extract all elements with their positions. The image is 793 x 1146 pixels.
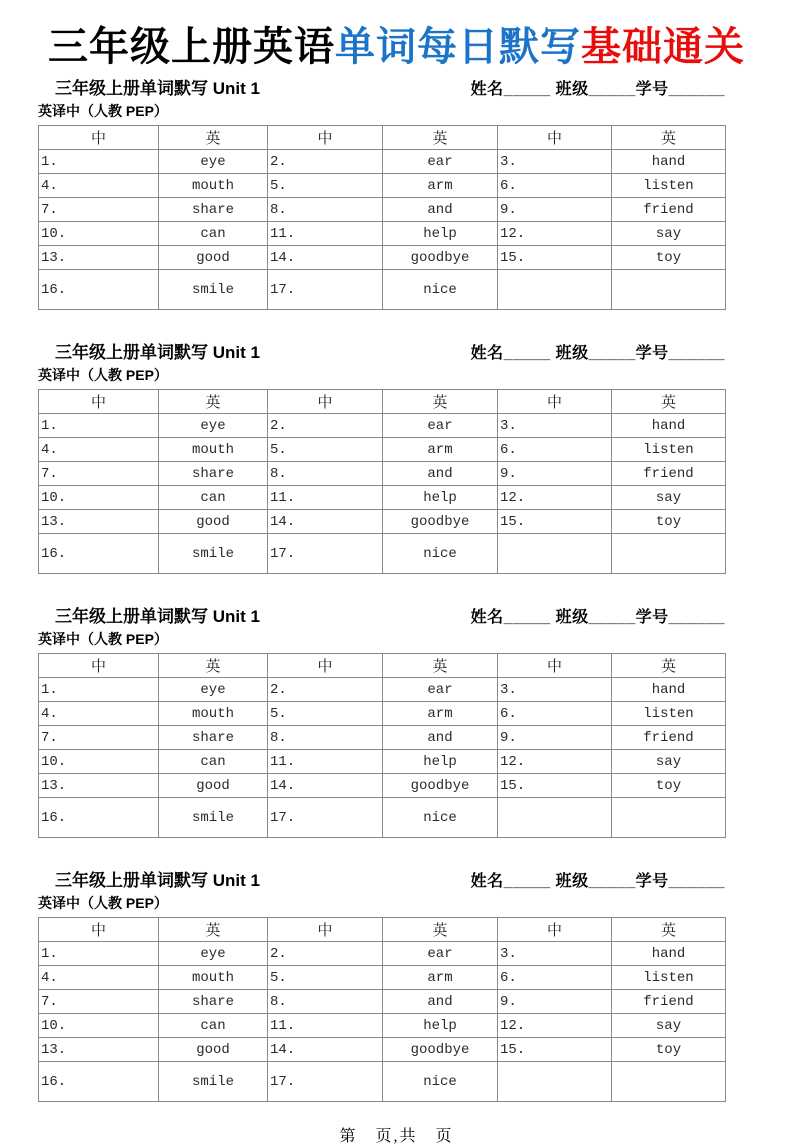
student-info-blanks: 姓名_____ 班级_____学号______ bbox=[470, 873, 725, 890]
number-cell: 7. bbox=[39, 198, 159, 222]
table-row bbox=[39, 486, 726, 510]
word-cell: share bbox=[159, 990, 268, 1014]
number-cell: 4. bbox=[39, 702, 159, 726]
number-cell: 9. bbox=[498, 462, 612, 486]
word-cell: say bbox=[612, 750, 726, 774]
word-cell bbox=[612, 798, 726, 838]
number-cell: 14. bbox=[268, 510, 383, 534]
table-row bbox=[39, 942, 726, 966]
number-cell: 12. bbox=[498, 1014, 612, 1038]
number-cell: 11. bbox=[268, 222, 383, 246]
column-header-english: 英 bbox=[612, 126, 726, 150]
number-cell: 17. bbox=[268, 270, 383, 310]
number-cell: 16. bbox=[39, 798, 159, 838]
word-cell: eye bbox=[159, 414, 268, 438]
number-cell: 17. bbox=[268, 798, 383, 838]
table-row bbox=[39, 1014, 726, 1038]
table-row bbox=[39, 174, 726, 198]
number-cell: 5. bbox=[268, 966, 383, 990]
table-row bbox=[39, 966, 726, 990]
number-cell: 5. bbox=[268, 702, 383, 726]
word-cell: goodbye bbox=[383, 774, 498, 798]
section-subtitle: 英译中（人教 PEP） bbox=[38, 895, 168, 911]
number-cell: 10. bbox=[39, 750, 159, 774]
table-body bbox=[39, 678, 726, 838]
table-row bbox=[39, 990, 726, 1014]
number-cell: 8. bbox=[268, 990, 383, 1014]
word-cell: goodbye bbox=[383, 510, 498, 534]
table-header-row bbox=[39, 918, 726, 942]
word-cell: help bbox=[383, 750, 498, 774]
word-cell: and bbox=[383, 198, 498, 222]
word-cell: can bbox=[159, 1014, 268, 1038]
number-cell: 7. bbox=[39, 726, 159, 750]
number-cell: 15. bbox=[498, 1038, 612, 1062]
table-row bbox=[39, 1062, 726, 1102]
word-cell bbox=[612, 270, 726, 310]
column-header-english: 英 bbox=[383, 654, 498, 678]
worksheet-section bbox=[38, 871, 725, 1102]
word-cell: toy bbox=[612, 1038, 726, 1062]
page-title bbox=[0, 0, 793, 70]
word-cell: ear bbox=[383, 678, 498, 702]
word-cell: say bbox=[612, 222, 726, 246]
word-cell: hand bbox=[612, 942, 726, 966]
column-header-english: 英 bbox=[612, 654, 726, 678]
table-row bbox=[39, 1038, 726, 1062]
word-cell: can bbox=[159, 486, 268, 510]
number-cell: 1. bbox=[39, 942, 159, 966]
number-cell: 10. bbox=[39, 486, 159, 510]
word-cell: say bbox=[612, 486, 726, 510]
word-cell: friend bbox=[612, 462, 726, 486]
number-cell: 16. bbox=[39, 1062, 159, 1102]
word-cell: goodbye bbox=[383, 1038, 498, 1062]
number-cell: 6. bbox=[498, 438, 612, 462]
word-cell: hand bbox=[612, 414, 726, 438]
column-header-english: 英 bbox=[383, 918, 498, 942]
table-row bbox=[39, 678, 726, 702]
number-cell: 12. bbox=[498, 750, 612, 774]
word-cell: good bbox=[159, 1038, 268, 1062]
column-header-chinese: 中 bbox=[268, 126, 383, 150]
worksheet-section bbox=[38, 79, 725, 310]
word-cell: mouth bbox=[159, 966, 268, 990]
word-cell: smile bbox=[159, 270, 268, 310]
word-cell: friend bbox=[612, 726, 726, 750]
worksheet-section bbox=[38, 607, 725, 838]
word-cell: friend bbox=[612, 198, 726, 222]
number-cell: 5. bbox=[268, 174, 383, 198]
word-cell: nice bbox=[383, 534, 498, 574]
number-cell: 8. bbox=[268, 726, 383, 750]
column-header-chinese: 中 bbox=[498, 918, 612, 942]
number-cell: 10. bbox=[39, 1014, 159, 1038]
number-cell: 15. bbox=[498, 246, 612, 270]
word-cell: eye bbox=[159, 678, 268, 702]
title-segment-red: 基础通关 bbox=[581, 24, 745, 69]
word-cell: ear bbox=[383, 942, 498, 966]
table-row bbox=[39, 534, 726, 574]
word-cell: and bbox=[383, 990, 498, 1014]
table-row bbox=[39, 150, 726, 174]
word-cell: arm bbox=[383, 174, 498, 198]
number-cell: 11. bbox=[268, 750, 383, 774]
word-cell: can bbox=[159, 222, 268, 246]
number-cell bbox=[498, 270, 612, 310]
number-cell: 13. bbox=[39, 774, 159, 798]
word-cell: hand bbox=[612, 678, 726, 702]
table-row bbox=[39, 774, 726, 798]
number-cell: 11. bbox=[268, 486, 383, 510]
column-header-english: 英 bbox=[159, 126, 268, 150]
column-header-chinese: 中 bbox=[39, 390, 159, 414]
word-cell: share bbox=[159, 462, 268, 486]
table-body bbox=[39, 942, 726, 1102]
word-cell: help bbox=[383, 222, 498, 246]
table-row bbox=[39, 222, 726, 246]
word-cell: listen bbox=[612, 966, 726, 990]
word-cell: say bbox=[612, 1014, 726, 1038]
number-cell: 17. bbox=[268, 534, 383, 574]
table-row bbox=[39, 246, 726, 270]
word-cell bbox=[612, 534, 726, 574]
section-header bbox=[38, 343, 725, 364]
number-cell: 16. bbox=[39, 270, 159, 310]
table-row bbox=[39, 414, 726, 438]
number-cell: 16. bbox=[39, 534, 159, 574]
number-cell: 1. bbox=[39, 150, 159, 174]
vocabulary-table bbox=[38, 125, 726, 310]
word-cell: arm bbox=[383, 966, 498, 990]
table-body bbox=[39, 414, 726, 574]
word-cell: nice bbox=[383, 798, 498, 838]
number-cell: 4. bbox=[39, 438, 159, 462]
word-cell: arm bbox=[383, 702, 498, 726]
table-header-row bbox=[39, 126, 726, 150]
word-cell: share bbox=[159, 726, 268, 750]
number-cell: 14. bbox=[268, 1038, 383, 1062]
worksheet-section bbox=[38, 343, 725, 574]
vocabulary-table bbox=[38, 917, 726, 1102]
column-header-chinese: 中 bbox=[498, 126, 612, 150]
column-header-chinese: 中 bbox=[268, 918, 383, 942]
number-cell: 13. bbox=[39, 1038, 159, 1062]
worksheet-content bbox=[38, 79, 725, 1102]
word-cell: listen bbox=[612, 702, 726, 726]
word-cell: mouth bbox=[159, 438, 268, 462]
column-header-chinese: 中 bbox=[498, 654, 612, 678]
number-cell: 6. bbox=[498, 702, 612, 726]
number-cell: 3. bbox=[498, 150, 612, 174]
column-header-chinese: 中 bbox=[39, 918, 159, 942]
number-cell: 1. bbox=[39, 414, 159, 438]
word-cell: mouth bbox=[159, 702, 268, 726]
title-segment-blue: 单词每日默写 bbox=[335, 24, 581, 69]
number-cell: 1. bbox=[39, 678, 159, 702]
column-header-english: 英 bbox=[612, 390, 726, 414]
section-subtitle: 英译中（人教 PEP） bbox=[38, 367, 168, 383]
number-cell: 5. bbox=[268, 438, 383, 462]
number-cell: 15. bbox=[498, 774, 612, 798]
section-header bbox=[38, 79, 725, 100]
number-cell: 2. bbox=[268, 678, 383, 702]
word-cell: and bbox=[383, 462, 498, 486]
word-cell: listen bbox=[612, 438, 726, 462]
number-cell: 9. bbox=[498, 726, 612, 750]
section-header bbox=[38, 607, 725, 628]
word-cell: smile bbox=[159, 534, 268, 574]
number-cell: 8. bbox=[268, 198, 383, 222]
table-row bbox=[39, 750, 726, 774]
word-cell: good bbox=[159, 774, 268, 798]
word-cell: nice bbox=[383, 270, 498, 310]
section-title: 三年级上册单词默写 Unit 1 bbox=[55, 343, 260, 362]
number-cell: 6. bbox=[498, 966, 612, 990]
section-title: 三年级上册单词默写 Unit 1 bbox=[55, 871, 260, 890]
word-cell: toy bbox=[612, 510, 726, 534]
table-row bbox=[39, 798, 726, 838]
section-header bbox=[38, 871, 725, 892]
number-cell: 3. bbox=[498, 414, 612, 438]
table-header-row bbox=[39, 654, 726, 678]
table-row bbox=[39, 510, 726, 534]
word-cell: help bbox=[383, 1014, 498, 1038]
number-cell: 7. bbox=[39, 990, 159, 1014]
number-cell: 4. bbox=[39, 174, 159, 198]
column-header-english: 英 bbox=[159, 918, 268, 942]
vocabulary-table bbox=[38, 653, 726, 838]
word-cell: friend bbox=[612, 990, 726, 1014]
number-cell: 15. bbox=[498, 510, 612, 534]
column-header-english: 英 bbox=[383, 126, 498, 150]
number-cell: 17. bbox=[268, 1062, 383, 1102]
column-header-chinese: 中 bbox=[39, 654, 159, 678]
word-cell: and bbox=[383, 726, 498, 750]
word-cell: listen bbox=[612, 174, 726, 198]
word-cell: eye bbox=[159, 150, 268, 174]
number-cell: 12. bbox=[498, 486, 612, 510]
word-cell: nice bbox=[383, 1062, 498, 1102]
table-row bbox=[39, 270, 726, 310]
number-cell: 4. bbox=[39, 966, 159, 990]
word-cell: ear bbox=[383, 150, 498, 174]
word-cell: mouth bbox=[159, 174, 268, 198]
number-cell: 2. bbox=[268, 150, 383, 174]
section-subtitle: 英译中（人教 PEP） bbox=[38, 103, 168, 119]
table-header-row bbox=[39, 390, 726, 414]
table-row bbox=[39, 702, 726, 726]
word-cell: help bbox=[383, 486, 498, 510]
word-cell: arm bbox=[383, 438, 498, 462]
number-cell: 2. bbox=[268, 942, 383, 966]
table-row bbox=[39, 438, 726, 462]
table-body bbox=[39, 150, 726, 310]
number-cell: 7. bbox=[39, 462, 159, 486]
word-cell: eye bbox=[159, 942, 268, 966]
number-cell: 3. bbox=[498, 678, 612, 702]
table-row bbox=[39, 198, 726, 222]
word-cell: toy bbox=[612, 246, 726, 270]
word-cell: smile bbox=[159, 798, 268, 838]
word-cell: smile bbox=[159, 1062, 268, 1102]
number-cell: 6. bbox=[498, 174, 612, 198]
number-cell: 14. bbox=[268, 774, 383, 798]
number-cell: 8. bbox=[268, 462, 383, 486]
number-cell: 10. bbox=[39, 222, 159, 246]
column-header-chinese: 中 bbox=[498, 390, 612, 414]
student-info-blanks: 姓名_____ 班级_____学号______ bbox=[470, 81, 725, 98]
student-info-blanks: 姓名_____ 班级_____学号______ bbox=[470, 609, 725, 626]
number-cell: 9. bbox=[498, 198, 612, 222]
page-footer: 第 页,共 页 bbox=[339, 1128, 454, 1145]
section-title: 三年级上册单词默写 Unit 1 bbox=[55, 607, 260, 626]
number-cell: 3. bbox=[498, 942, 612, 966]
word-cell: good bbox=[159, 510, 268, 534]
number-cell bbox=[498, 798, 612, 838]
vocabulary-table bbox=[38, 389, 726, 574]
word-cell: can bbox=[159, 750, 268, 774]
column-header-chinese: 中 bbox=[39, 126, 159, 150]
column-header-english: 英 bbox=[159, 390, 268, 414]
column-header-english: 英 bbox=[383, 390, 498, 414]
column-header-english: 英 bbox=[612, 918, 726, 942]
word-cell bbox=[612, 1062, 726, 1102]
title-segment-black: 三年级上册英语 bbox=[48, 24, 335, 69]
section-subtitle: 英译中（人教 PEP） bbox=[38, 631, 168, 647]
number-cell: 13. bbox=[39, 246, 159, 270]
section-title: 三年级上册单词默写 Unit 1 bbox=[55, 79, 260, 98]
word-cell: hand bbox=[612, 150, 726, 174]
student-info-blanks: 姓名_____ 班级_____学号______ bbox=[470, 345, 725, 362]
number-cell bbox=[498, 1062, 612, 1102]
number-cell: 11. bbox=[268, 1014, 383, 1038]
column-header-chinese: 中 bbox=[268, 654, 383, 678]
table-row bbox=[39, 726, 726, 750]
word-cell: ear bbox=[383, 414, 498, 438]
word-cell: share bbox=[159, 198, 268, 222]
column-header-english: 英 bbox=[159, 654, 268, 678]
number-cell: 2. bbox=[268, 414, 383, 438]
word-cell: goodbye bbox=[383, 246, 498, 270]
table-row bbox=[39, 462, 726, 486]
number-cell: 13. bbox=[39, 510, 159, 534]
number-cell: 12. bbox=[498, 222, 612, 246]
word-cell: good bbox=[159, 246, 268, 270]
number-cell: 9. bbox=[498, 990, 612, 1014]
number-cell: 14. bbox=[268, 246, 383, 270]
word-cell: toy bbox=[612, 774, 726, 798]
number-cell bbox=[498, 534, 612, 574]
column-header-chinese: 中 bbox=[268, 390, 383, 414]
